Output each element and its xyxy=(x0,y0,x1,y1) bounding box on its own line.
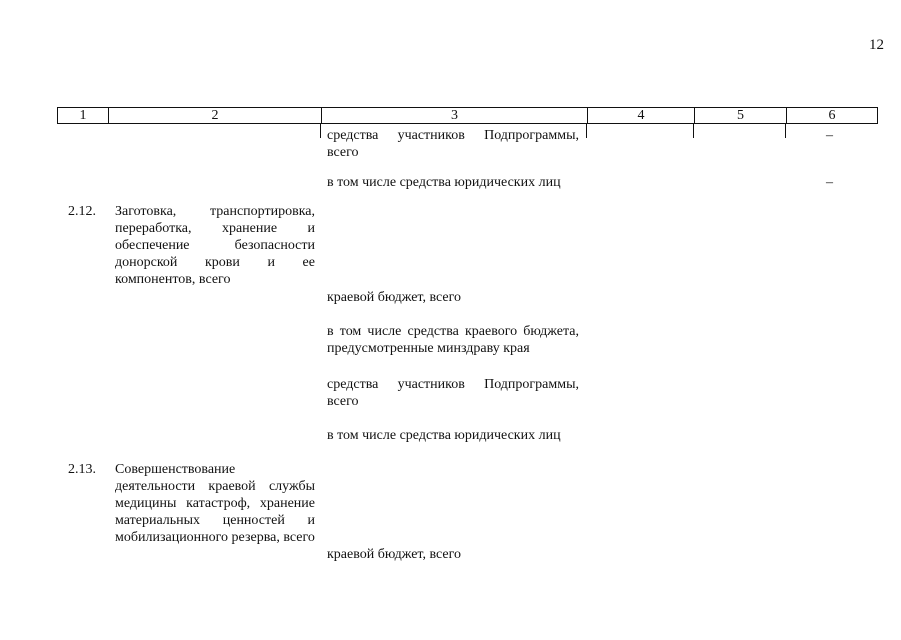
column-divider xyxy=(785,124,786,138)
row-description: в том числе средства юридических лиц xyxy=(327,428,561,443)
row-description: в том числе средства краевого бюджета, предусмотренные минздраву края xyxy=(327,324,579,356)
row-description: средства участников Подпрограммы, всего xyxy=(327,377,579,409)
row-value-col6: – xyxy=(826,175,833,190)
column-divider xyxy=(693,124,694,138)
header-col-4: 4 xyxy=(588,108,695,123)
header-col-6: 6 xyxy=(828,108,836,123)
header-col-5: 5 xyxy=(695,108,787,123)
row-description: в том числе средства юридических лиц xyxy=(327,175,561,190)
header-col-1: 1 xyxy=(58,108,109,123)
row-name: Заготовка, транспортировка, переработка, хранение и обеспечение безопасности донорской крови и ее компонентов, всего xyxy=(115,204,315,287)
row-value-col6: – xyxy=(826,128,833,143)
column-divider xyxy=(320,124,321,138)
row-description: краевой бюджет, всего xyxy=(327,290,462,305)
column-divider xyxy=(586,124,587,138)
header-col-3: 3 xyxy=(322,108,588,123)
header-col-2: 2 xyxy=(109,108,322,123)
row-name: Совершенствование деятельности краевой службы медицины катастроф, хранение материальных ценностей и мобилизационного резерва, всего xyxy=(115,462,315,545)
row-description: краевой бюджет, всего xyxy=(327,547,462,562)
table-header xyxy=(57,107,878,124)
page-number: 12 xyxy=(869,37,884,53)
row-number: 2.13. xyxy=(68,462,96,477)
row-description: средства участников Подпрограммы, всего xyxy=(327,128,579,160)
row-number: 2.12. xyxy=(68,204,96,219)
